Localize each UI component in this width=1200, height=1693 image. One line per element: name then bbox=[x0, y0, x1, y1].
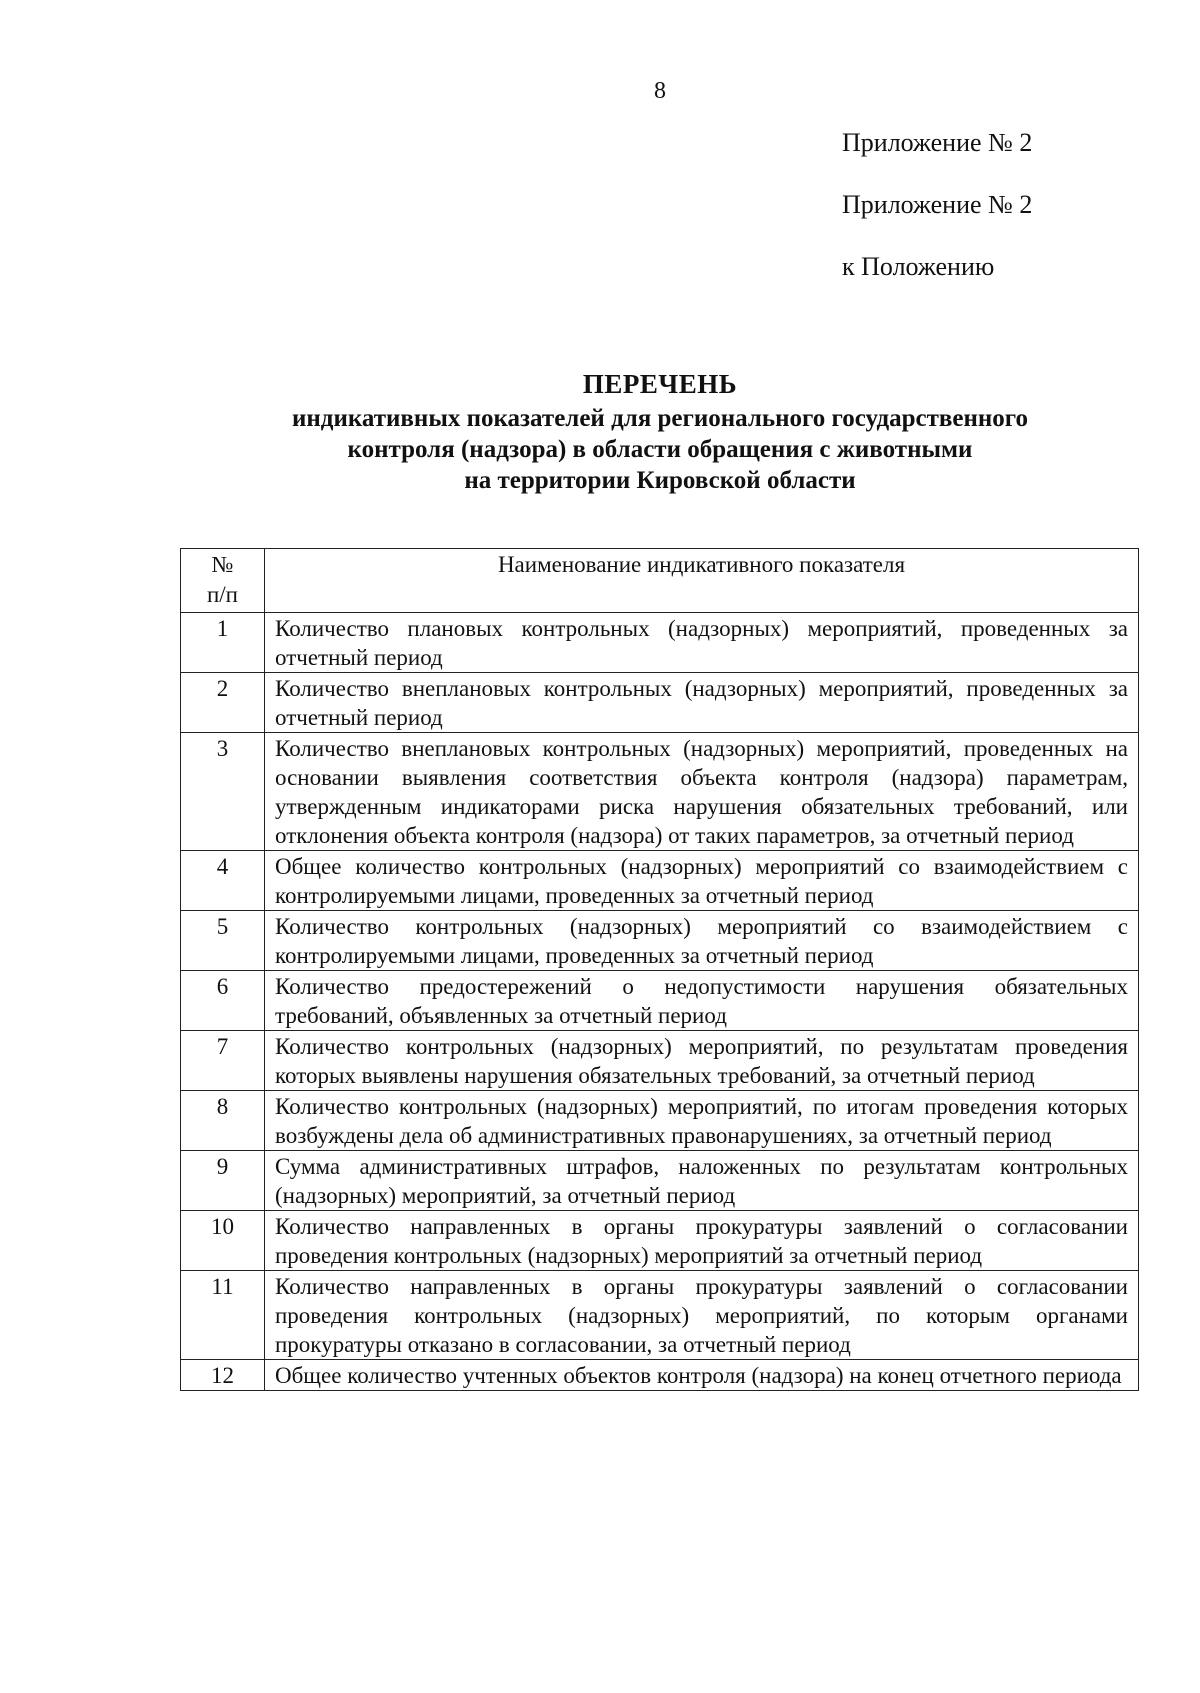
column-header-number bbox=[181, 549, 265, 613]
table-row bbox=[181, 971, 1139, 1031]
column-header-name: Наименование индикативного показателя bbox=[265, 549, 1139, 613]
indicator-name: Сумма административных штрафов, наложенных по результатам контрольных (надзорных) мероприятий, за отчетный период bbox=[265, 1151, 1139, 1211]
row-number: 12 bbox=[181, 1360, 265, 1391]
indicator-name: Количество внеплановых контрольных (надзорных) мероприятий, проведенных на основании выявления соответствия объекта контроля (надзора) параметрам, утвержденным индикаторами риска нарушения обязательных требований, или отклонения объекта контроля (надзора) от таких параметров, за отчетный период bbox=[265, 733, 1139, 851]
indicator-name: Количество предостережений о недопустимости нарушения обязательных требований, объявленных за отчетный период bbox=[265, 971, 1139, 1031]
indicator-name: Количество внеплановых контрольных (надзорных) мероприятий, проведенных за отчетный период bbox=[265, 673, 1139, 733]
row-number: 3 bbox=[181, 733, 265, 851]
indicator-name: Количество контрольных (надзорных) мероприятий со взаимодействием с контролируемыми лицами, проведенных за отчетный период bbox=[265, 911, 1139, 971]
page-number: 8 bbox=[654, 78, 666, 104]
table-row bbox=[181, 1151, 1139, 1211]
indicator-name: Количество плановых контрольных (надзорных) мероприятий, проведенных за отчетный период bbox=[265, 613, 1139, 673]
row-number: 7 bbox=[181, 1031, 265, 1091]
row-number: 8 bbox=[181, 1091, 265, 1151]
column-header-number-symbol: № bbox=[211, 552, 234, 577]
row-number: 1 bbox=[181, 613, 265, 673]
table-row bbox=[181, 1211, 1139, 1271]
row-number: 2 bbox=[181, 673, 265, 733]
row-number: 10 bbox=[181, 1211, 265, 1271]
indicator-name: Количество направленных в органы прокуратуры заявлений о согласовании проведения контрольных (надзорных) мероприятий, по которым органами прокуратуры отказано в согласовании, за отчетный период bbox=[265, 1271, 1139, 1360]
row-number: 9 bbox=[181, 1151, 265, 1211]
annex-reference: к Положению bbox=[842, 252, 995, 281]
table-row bbox=[181, 613, 1139, 673]
indicator-name: Количество направленных в органы прокуратуры заявлений о согласовании проведения контрольных (надзорных) мероприятий за отчетный период bbox=[265, 1211, 1139, 1271]
table-row bbox=[181, 851, 1139, 911]
row-number: 5 bbox=[181, 911, 265, 971]
heading-line-3: на территории Кировской области bbox=[464, 467, 856, 494]
heading-line-2: контроля (надзора) в области обращения с животными bbox=[347, 436, 973, 463]
indicator-name: Общее количество контрольных (надзорных) мероприятий со взаимодействием с контролируемыми лицами, проведенных за отчетный период bbox=[265, 851, 1139, 911]
column-header-number-abbr: п/п bbox=[206, 582, 238, 607]
row-number: 6 bbox=[181, 971, 265, 1031]
document-title: ПЕРЕЧЕНЬ bbox=[582, 369, 738, 399]
table-row bbox=[181, 1091, 1139, 1151]
indicator-name: Общее количество учтенных объектов контроля (надзора) на конец отчетного периода bbox=[265, 1360, 1139, 1391]
indicator-name: Количество контрольных (надзорных) мероприятий, по итогам проведения которых возбуждены дела об административных правонарушениях, за отчетный период bbox=[265, 1091, 1139, 1151]
indicators-table bbox=[180, 548, 1139, 1391]
table-row bbox=[181, 911, 1139, 971]
table-row bbox=[181, 1360, 1139, 1391]
table-row bbox=[181, 673, 1139, 733]
annex-label-repeat: Приложение № 2 bbox=[842, 190, 1033, 219]
row-number: 11 bbox=[181, 1271, 265, 1360]
indicator-name: Количество контрольных (надзорных) мероприятий, по результатам проведения которых выявлены нарушения обязательных требований, за отчетный период bbox=[265, 1031, 1139, 1091]
annex-label: Приложение № 2 bbox=[842, 128, 1033, 157]
table-row bbox=[181, 1031, 1139, 1091]
heading-line-1: индикативных показателей для регионального государственного bbox=[291, 405, 1029, 432]
row-number: 4 bbox=[181, 851, 265, 911]
table-row bbox=[181, 1271, 1139, 1360]
table-header-row bbox=[181, 549, 1139, 613]
document-heading bbox=[150, 368, 1170, 496]
table-row bbox=[181, 733, 1139, 851]
